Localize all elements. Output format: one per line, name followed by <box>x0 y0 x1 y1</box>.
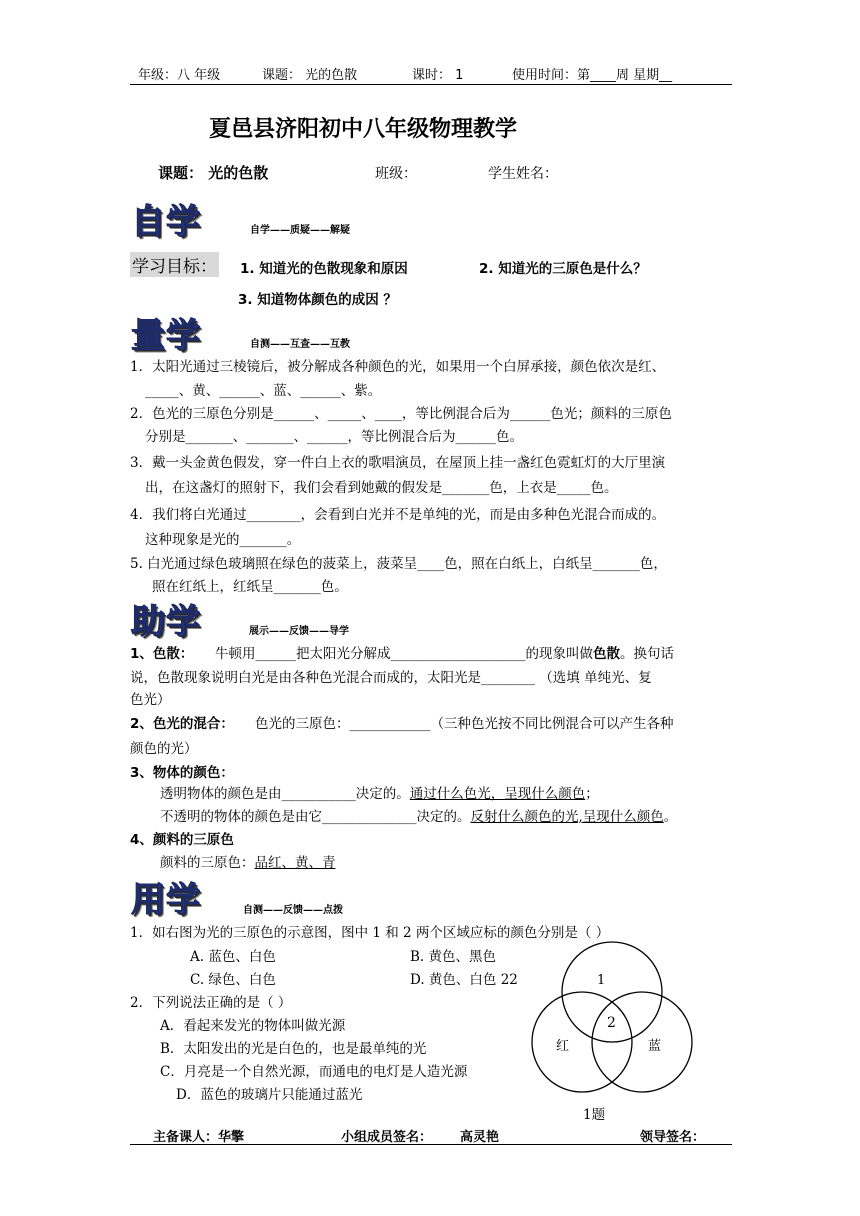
header-time: 使用时间：第____周 星期__ <box>512 68 673 83</box>
apply-q2-option-a: A．看起来发光的物体叫做光源 <box>160 1018 346 1034</box>
footer-rule <box>130 1144 732 1145</box>
footer-leader: 领导签名： <box>640 1130 706 1145</box>
venn-label-left: 红 <box>556 1039 570 1054</box>
quiz-q3-line2: 出，在这盏灯的照射下，我们会看到她戴的假发是_______色，上衣是_____色。 <box>145 480 618 496</box>
quiz-q4-line1: 4．我们将白光通过________，会看到白光并不是单纯的光，而是由多种色光混合而成的。 <box>130 507 666 523</box>
goal-2: 2. 知道光的三原色是什么？ <box>479 261 647 277</box>
quiz-q1-line1: 1．太阳光通过三棱镜后，被分解成各种颜色的光，如果用一个白屏承接，颜色依次是红、 <box>130 359 666 375</box>
help-dispersion-line1 <box>215 642 674 662</box>
apply-q2-option-c: C．月亮是一个自然光源，而通电的电灯是人造光源 <box>160 1064 468 1080</box>
venn-label-center: 2 <box>607 1015 616 1031</box>
quiz-q1-line2: _____、黄、______、蓝、______、紫。 <box>145 383 382 399</box>
header-grade: 年级：八 年级 <box>138 68 221 83</box>
help-dispersion-term: 色散 <box>593 646 620 662</box>
help-mixing-line2: 颜色的光） <box>130 741 198 757</box>
help-color-opaque <box>160 805 677 825</box>
footer-group-member: 高灵艳 <box>460 1130 500 1145</box>
section-sub-liangxue: 自测——互查——互教 <box>250 339 350 350</box>
help-color-label: 3、物体的颜色： <box>130 765 234 781</box>
apply-q2: 2．下列说法正确的是（ ） <box>130 995 292 1011</box>
subtitle-class: 班级： <box>375 166 417 182</box>
section-label-liangxue: 量学 <box>131 316 201 356</box>
subtitle-topic: 课题： 光的色散 <box>158 164 269 182</box>
section-label-zhuxue: 助学 <box>131 602 201 642</box>
header-rule <box>130 84 732 85</box>
footer-group-label: 小组成员签名： <box>341 1130 433 1145</box>
section-sub-zhuxue: 展示——反馈——导学 <box>249 626 349 637</box>
section-label-zixue: 自学 <box>131 202 201 242</box>
page-title: 夏邑县济阳初中八年级物理教学 <box>209 117 518 142</box>
header-topic: 课题： 光的色散 <box>262 68 358 83</box>
venn-label-top: 1 <box>597 973 606 988</box>
help-color-transparent-text: 透明物体的颜色是由___________决定的。 <box>160 786 410 802</box>
diagram-caption: 1题 <box>583 1107 606 1123</box>
section-label-yongxue: 用学 <box>131 880 201 920</box>
help-dispersion-label: 1、色散： <box>130 646 194 662</box>
quiz-q4-line2: 这种现象是光的_______。 <box>145 532 301 548</box>
goal-1: 1. 知道光的色散现象和原因 <box>240 261 408 277</box>
apply-q1-option-a: A. 蓝色、白色 <box>190 949 276 965</box>
help-pigment-line <box>160 851 336 871</box>
apply-q1: 1．如右图为光的三原色的示意图，图中 1 和 2 两个区域应标的颜色分别是（ ） <box>130 925 610 941</box>
help-pigment-text: 颜料的三原色： <box>160 855 255 871</box>
help-mixing-label: 2、色光的混合： <box>130 716 234 732</box>
section-sub-zixue: 自学——质疑——解疑 <box>250 225 350 236</box>
help-color-opaque-rule: 反射什么颜色的光,呈现什么颜色 <box>470 809 664 825</box>
quiz-q2-line2: 分别是_______、_______、______，等比例混合后为______色。 <box>145 429 523 445</box>
quiz-q2-line1: 2．色光的三原色分别是______、_____、____，等比例混合后为______色光；颜料的三原色 <box>130 406 672 422</box>
help-mixing-line1: 色光的三原色：____________（三种色光按不同比例混合可以产生各种 <box>255 716 674 732</box>
goal-3: 3. 知道物体颜色的成因 ？ <box>238 292 397 308</box>
help-pigment-answer: 品红、黄、青 <box>254 855 336 871</box>
apply-q2-option-b: B．太阳发出的光是白色的，也是最单纯的光 <box>160 1041 427 1057</box>
footer-preparer: 主备课人：华擎 <box>153 1130 245 1145</box>
help-color-transparent-end: ； <box>585 786 599 802</box>
quiz-q5-line2: 照在红纸上，红纸呈_______色。 <box>152 579 348 595</box>
help-color-opaque-text: 不透明的物体的颜色是由它______________决定的。 <box>160 809 471 825</box>
apply-q1-option-d: D. 黄色、白色 22 <box>410 972 518 988</box>
help-color-transparent-rule: 通过什么色光，呈现什么颜色 <box>409 786 586 802</box>
header-period: 课时： 1 <box>412 68 464 83</box>
venn-label-right: 蓝 <box>648 1039 662 1054</box>
help-dispersion-text: 牛顿用______把太阳光分解成____________________的现象叫做 <box>215 646 593 662</box>
quiz-q3-line1: 3．戴一头金黄色假发，穿一件白上衣的歌唱演员，在屋顶上挂一盏红色霓虹灯的大厅里演 <box>130 455 666 471</box>
help-dispersion-end: 。换句话 <box>620 646 674 662</box>
section-sub-yongxue: 自测——反馈——点拨 <box>243 905 343 916</box>
subtitle-student: 学生姓名： <box>488 166 558 182</box>
three-primary-colors-diagram <box>528 940 698 1100</box>
help-color-transparent <box>160 782 599 802</box>
help-dispersion-line3: 色光） <box>130 692 171 708</box>
quiz-q5-line1: 5. 白光通过绿色玻璃照在绿色的菠菜上，菠菜呈____色，照在白纸上，白纸呈_______色， <box>130 556 667 572</box>
help-dispersion-line2: 说，色散现象说明白光是由各种色光混合而成的，太阳光是________ （选填 单纯光、复 <box>130 670 652 686</box>
apply-q1-option-c: C. 绿色、白色 <box>190 972 276 988</box>
apply-q1-option-b: B. 黄色、黑色 <box>410 949 497 965</box>
help-pigment-label: 4、颜料的三原色 <box>130 832 234 848</box>
apply-q2-option-d: D．蓝色的玻璃片只能通过蓝光 <box>176 1087 363 1103</box>
goals-label: 学习目标： <box>130 252 219 277</box>
help-color-opaque-end: 。 <box>663 809 678 825</box>
